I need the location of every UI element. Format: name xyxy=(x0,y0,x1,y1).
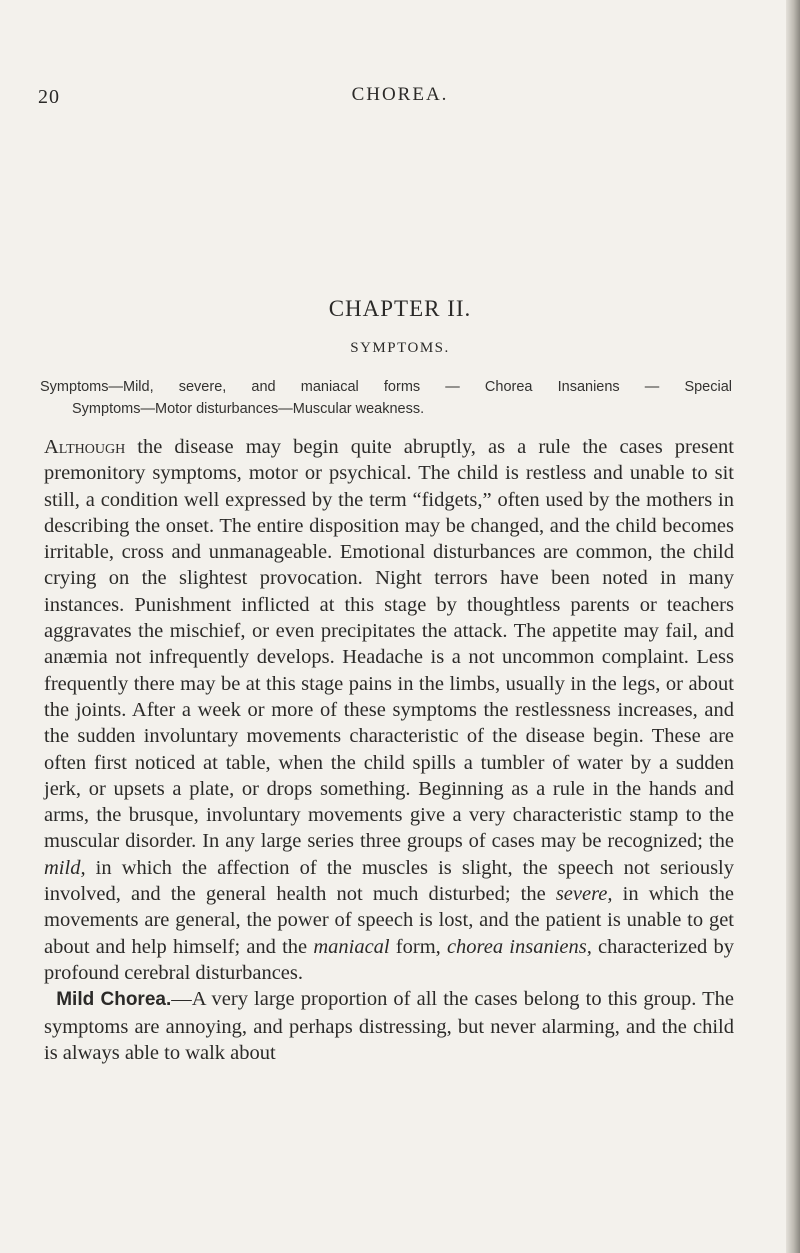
paragraph-1-text-b: in which the affection of the muscles is slight, the speech not seriously involved, and the general health not much disturbed; the xyxy=(44,856,734,906)
term-severe: severe, xyxy=(555,883,613,906)
paragraph-1 xyxy=(44,434,734,986)
paragraph-1-text-e: characterized by profound cerebral disturbances. xyxy=(44,935,734,984)
section-title: SYMPTOMS. xyxy=(350,340,450,356)
paragraph-2-heading: Mild Chorea. xyxy=(56,989,172,1011)
term-chorea-insaniens: chorea insaniens, xyxy=(446,935,592,958)
paragraph-lead-word: Although xyxy=(44,436,126,458)
synopsis-line-1: Symptoms—Mild, severe, and maniacal forms — Chorea Insaniens — Special xyxy=(40,379,732,395)
body-text xyxy=(44,434,734,1066)
chapter-synopsis xyxy=(40,376,732,420)
paragraph-1-text-c: in which the movements are general, the power of speech is lost, and the patient is unable to get about and help himself; and the xyxy=(44,883,734,958)
page-number: 20 xyxy=(38,86,60,108)
chapter-title: CHAPTER II. xyxy=(328,296,472,321)
term-mild: mild, xyxy=(44,856,86,879)
paragraph-1-text-a: the disease may begin quite abruptly, as a rule the cases present premonitory symptoms, motor or psychical. The child is restless and unable to sit still, a condition well expressed by the term “fidgets,” often used by the mothers in describing the onset. The entire disposition may be changed, and the child becomes irritable, cross and unmanageable. Emotional disturbances are common, the child crying on the slightest provocation. Night terrors have been noted in many instances. Punishment inflicted at this stage by thoughtless parents or teachers aggravates the mischief, or even precipitates the attack. The appetite may fail, and anæmia not infrequently develops. Headache is a not uncommon complaint. Less frequently there may be at this stage pains in the limbs, usually in the legs, or about the joints. After a week or more of these symptoms the restlessness increases, and the sudden involuntary movements characteristic of the disease begin. These are often first noticed at table, when the child spills a tumbler of water by a sudden jerk, or upsets a plate, or drops something. Beginning as a rule in the hands and arms, the brusque, involuntary movements give a very characteristic stamp to the muscular disorder. In any large series three groups of cases may be recognized; the xyxy=(44,436,734,853)
term-maniacal: maniacal xyxy=(313,935,390,958)
paragraph-2 xyxy=(44,986,734,1066)
paragraph-1-text-d: form, xyxy=(389,935,447,958)
running-head: CHOREA. xyxy=(351,84,449,105)
page-edge-shadow xyxy=(786,0,800,1253)
paragraph-2-text: —A very large proportion of all the cases belong to this group. The symptoms are annoying, and perhaps distressing, but never alarming, and the child is always able to walk about xyxy=(44,988,735,1064)
synopsis-line-2: Symptoms—Motor disturbances—Muscular weakness. xyxy=(72,401,425,417)
